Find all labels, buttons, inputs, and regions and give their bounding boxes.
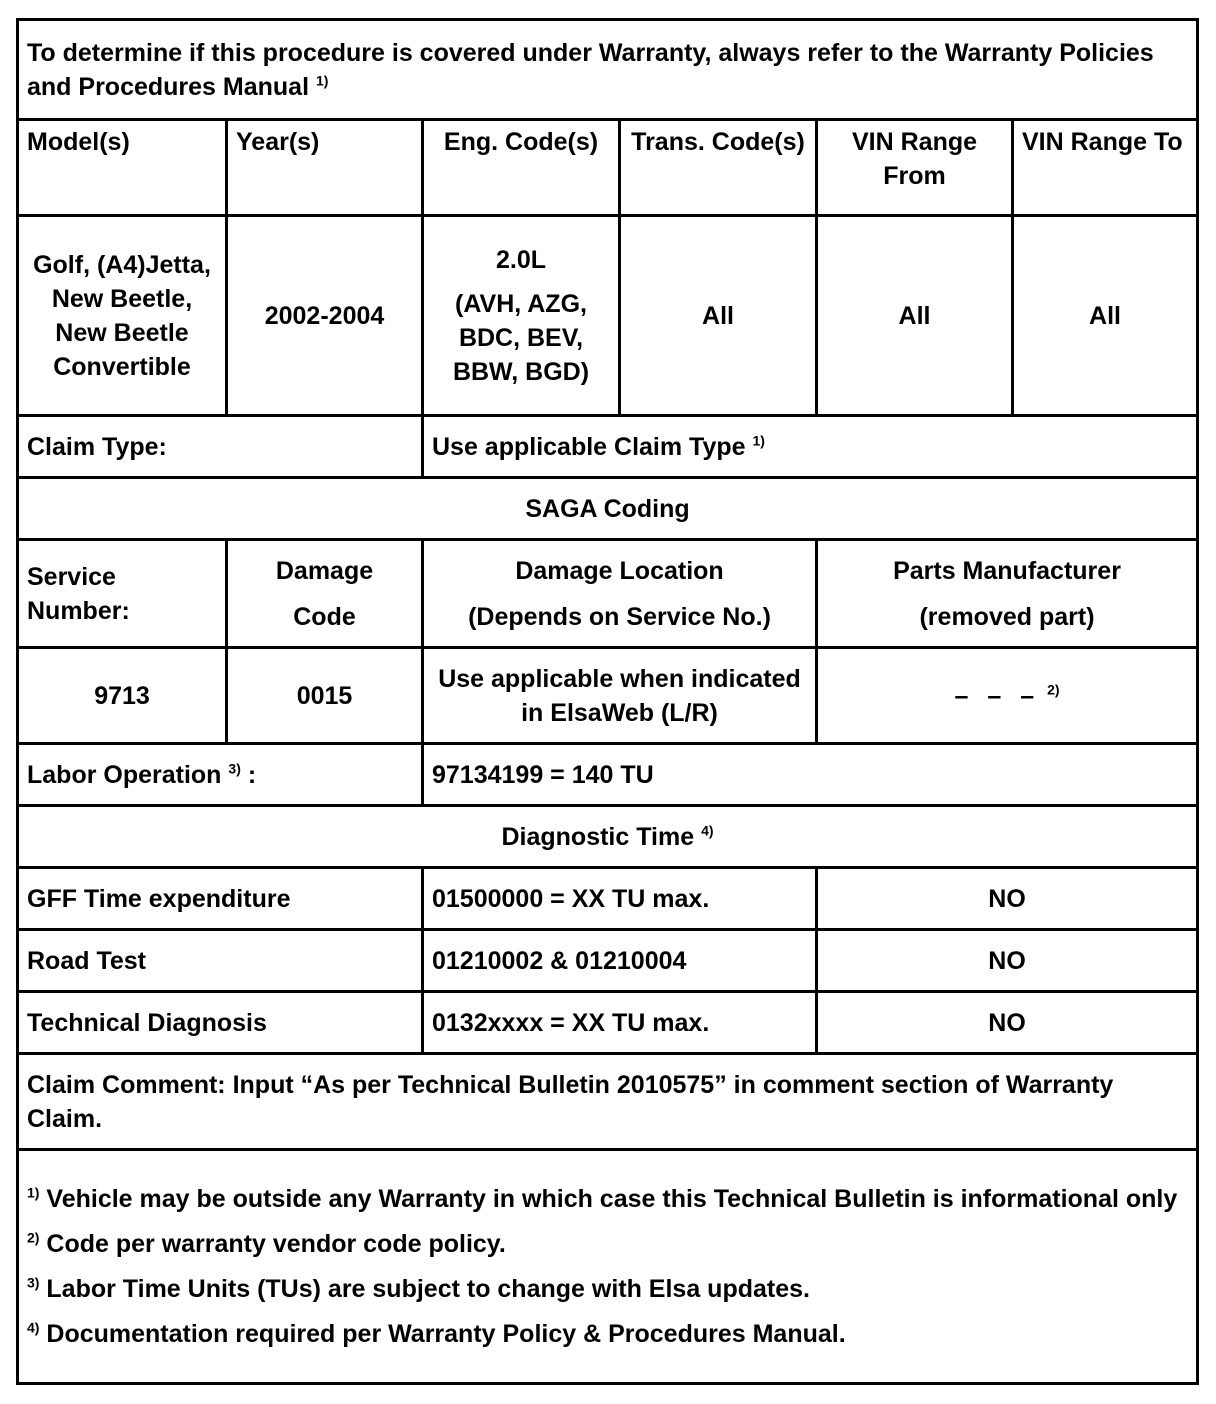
claim-type-row bbox=[18, 416, 1198, 478]
claim-type-footnote-ref: 1) bbox=[752, 432, 765, 449]
footnote-text: Documentation required per Warranty Policy & Procedures Manual. bbox=[46, 1320, 846, 1348]
header-parts-manufacturer-line2: (removed part) bbox=[919, 602, 1095, 631]
intro-cell bbox=[18, 20, 1198, 120]
footnote-marker: 4) bbox=[27, 1319, 40, 1336]
footnote-marker: 2) bbox=[27, 1229, 40, 1246]
claim-type-label: Claim Type: bbox=[18, 416, 423, 478]
header-service-number: Service Number: bbox=[18, 540, 227, 648]
footnote-text: Vehicle may be outside any Warranty in which case this Technical Bulletin is informational only bbox=[46, 1185, 1178, 1213]
diagnostic-value: NO bbox=[817, 930, 1198, 992]
diagnostic-code: 01500000 = XX TU max. bbox=[423, 868, 817, 930]
diagnostic-code: 01210002 & 01210004 bbox=[423, 930, 817, 992]
cell-service-number: 9713 bbox=[18, 648, 227, 744]
warranty-table bbox=[16, 18, 1199, 1385]
claim-comment: Claim Comment: Input “As per Technical Bulletin 2010575” in comment section of Warranty Claim. bbox=[18, 1054, 1198, 1150]
cell-trans: All bbox=[620, 216, 817, 416]
labor-operation-row bbox=[18, 744, 1198, 806]
claim-type-value-cell bbox=[423, 416, 1198, 478]
intro-row bbox=[18, 20, 1198, 120]
header-damage-code-line2: Code bbox=[293, 602, 356, 631]
header-vin-to: VIN Range To bbox=[1013, 120, 1198, 216]
diagnostic-title: Diagnostic Time bbox=[501, 822, 695, 851]
saga-title: SAGA Coding bbox=[18, 478, 1198, 540]
cell-vin-to: All bbox=[1013, 216, 1198, 416]
header-damage-location-line2: (Depends on Service No.) bbox=[468, 602, 771, 631]
footnote-text: Labor Time Units (TUs) are subject to change with Elsa updates. bbox=[46, 1275, 810, 1303]
parts-manufacturer-footnote-ref: 2) bbox=[1047, 681, 1060, 698]
footnote-marker: 1) bbox=[27, 1184, 40, 1201]
saga-header-row bbox=[18, 540, 1198, 648]
cell-damage-code: 0015 bbox=[227, 648, 423, 744]
labor-operation-value: 97134199 = 140 TU bbox=[423, 744, 1198, 806]
footnotes-row bbox=[18, 1150, 1198, 1384]
header-trans-codes: Trans. Code(s) bbox=[620, 120, 817, 216]
cell-models: Golf, (A4)Jetta, New Beetle, New Beetle Convertible bbox=[18, 216, 227, 416]
header-damage-code bbox=[227, 540, 423, 648]
cell-engine bbox=[423, 216, 620, 416]
footnote-marker: 3) bbox=[27, 1274, 40, 1291]
saga-data-row bbox=[18, 648, 1198, 744]
header-parts-manufacturer bbox=[817, 540, 1198, 648]
header-parts-manufacturer-line1: Parts Manufacturer bbox=[893, 556, 1121, 585]
vehicle-data-row bbox=[18, 216, 1198, 416]
footnote bbox=[27, 1227, 1188, 1261]
engine-codes: (AVH, AZG, BDC, BEV, BBW, BGD) bbox=[452, 289, 590, 386]
labor-operation-footnote-ref: 3) bbox=[228, 760, 241, 777]
footnote-text: Code per warranty vendor code policy. bbox=[46, 1230, 506, 1258]
header-years: Year(s) bbox=[227, 120, 423, 216]
footnote bbox=[27, 1317, 1188, 1351]
intro-text: To determine if this procedure is covered under Warranty, always refer to the Warranty Policies and Procedures Manual bbox=[27, 38, 1154, 101]
engine-size: 2.0L bbox=[495, 245, 547, 274]
saga-title-row bbox=[18, 478, 1198, 540]
diagnostic-code: 0132xxxx = XX TU max. bbox=[423, 992, 817, 1054]
diagnostic-row bbox=[18, 930, 1198, 992]
cell-damage-location: Use applicable when indicated in ElsaWeb (L/R) bbox=[423, 648, 817, 744]
cell-years: 2002-2004 bbox=[227, 216, 423, 416]
cell-parts-manufacturer bbox=[817, 648, 1198, 744]
diagnostic-label: GFF Time expenditure bbox=[18, 868, 423, 930]
header-damage-code-line1: Damage bbox=[275, 556, 374, 585]
header-models: Model(s) bbox=[18, 120, 227, 216]
labor-operation-label-cell bbox=[18, 744, 423, 806]
cell-vin-from: All bbox=[817, 216, 1013, 416]
header-damage-location-line1: Damage Location bbox=[515, 556, 724, 585]
diagnostic-title-cell bbox=[18, 806, 1198, 868]
diagnostic-value: NO bbox=[817, 992, 1198, 1054]
claim-type-value: Use applicable Claim Type bbox=[432, 432, 746, 461]
diagnostic-footnote-ref: 4) bbox=[701, 822, 714, 839]
intro-footnote-ref: 1) bbox=[315, 72, 329, 89]
diagnostic-value: NO bbox=[817, 868, 1198, 930]
claim-comment-row bbox=[18, 1054, 1198, 1150]
diagnostic-title-row bbox=[18, 806, 1198, 868]
warranty-table-container bbox=[16, 18, 1196, 1385]
header-vin-from: VIN Range From bbox=[817, 120, 1013, 216]
labor-operation-colon: : bbox=[247, 760, 257, 789]
diagnostic-label: Road Test bbox=[18, 930, 423, 992]
footnotes-cell bbox=[18, 1150, 1198, 1384]
header-engine-codes: Eng. Code(s) bbox=[423, 120, 620, 216]
header-damage-location bbox=[423, 540, 817, 648]
diagnostic-row bbox=[18, 868, 1198, 930]
footnote bbox=[27, 1182, 1188, 1216]
diagnostic-label: Technical Diagnosis bbox=[18, 992, 423, 1054]
labor-operation-label: Labor Operation bbox=[27, 760, 222, 789]
vehicle-header-row bbox=[18, 120, 1198, 216]
diagnostic-row bbox=[18, 992, 1198, 1054]
parts-manufacturer-dash: – – – bbox=[954, 681, 1041, 710]
footnote bbox=[27, 1272, 1188, 1306]
